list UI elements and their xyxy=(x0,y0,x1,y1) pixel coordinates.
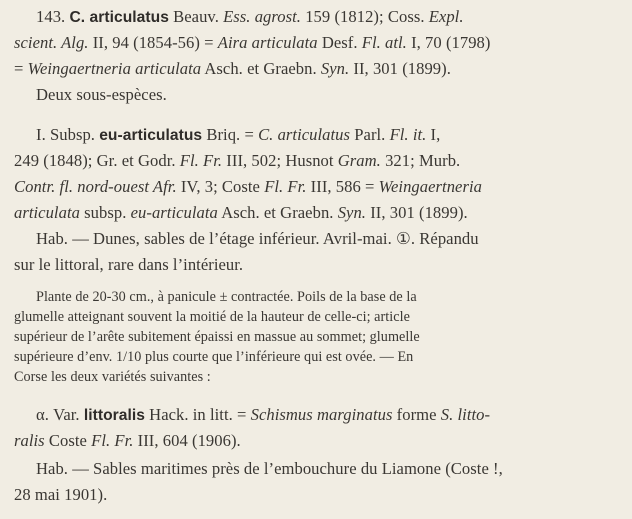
reference-text: III, 502; Husnot xyxy=(222,151,338,170)
reference-title: Fl. it. xyxy=(389,125,427,144)
synonym-name: Schismus marginatus xyxy=(250,405,393,424)
reference-text: II, 301 (1899). xyxy=(349,59,451,78)
synonym-name: Weingaertneria xyxy=(378,177,482,196)
entry-line-1 xyxy=(36,6,464,29)
reference-title: Fl. Fr. xyxy=(91,431,134,450)
synonym-name: S. litto- xyxy=(440,405,491,424)
variety-line-2 xyxy=(14,430,241,452)
reference-text: Parl. xyxy=(350,125,390,144)
variety-habitat-line-2: 28 mai 1901). xyxy=(14,485,108,504)
reference-text: 159 (1812); Coss. xyxy=(301,7,429,26)
entry-line-4: Deux sous-espèces. xyxy=(36,85,167,104)
entry-number: 143. xyxy=(36,7,70,26)
subspecies-name: eu-articulatus xyxy=(99,127,203,144)
habitat-line-1: Hab. — Dunes, sables de l’étage inférieur. Avril-mai. ①. Répandu xyxy=(36,229,479,248)
variety-line-1 xyxy=(36,404,490,427)
reference-text: I, xyxy=(426,125,441,144)
habitat-line-2: sur le littoral, rare dans l’intérieur. xyxy=(14,255,244,274)
synonym-name: ralis xyxy=(14,431,45,450)
species-author: Beauv. xyxy=(168,7,224,26)
entry-line-2 xyxy=(14,32,490,54)
reference-text: I, 70 (1798) xyxy=(406,33,491,52)
reference-text: subsp. xyxy=(79,203,131,222)
description-line-1: Plante de 20-30 cm., à panicule ± contractée. Poils de la base de la xyxy=(36,289,417,305)
reference-title: Fl. Fr. xyxy=(179,151,223,170)
reference-text: II, 94 (1854-56) = xyxy=(88,33,218,52)
reference-text: Asch. et Graebn. xyxy=(201,59,321,78)
description-line-5: Corse les deux variétés suivantes : xyxy=(14,369,211,385)
reference-text: Coste xyxy=(44,431,92,450)
reference-text: Hack. in litt. = xyxy=(144,405,251,424)
species-name: C. articulatus xyxy=(69,9,169,26)
subsp-line-2 xyxy=(14,150,460,172)
subsp-line-3 xyxy=(14,176,482,198)
reference-text: Briq. = xyxy=(202,125,259,144)
subsp-label: I. Subsp. xyxy=(36,125,100,144)
reference-text: 249 (1848); Gr. et Godr. xyxy=(14,151,180,170)
synonym-name: eu-articulata xyxy=(130,203,218,222)
variety-name: littoralis xyxy=(83,407,145,424)
reference-title: Syn. xyxy=(337,203,367,222)
reference-text: Asch. et Graebn. xyxy=(217,203,338,222)
reference-text: III, 586 = xyxy=(306,177,379,196)
reference-title: Syn. xyxy=(320,59,350,78)
reference-title: Expl. xyxy=(428,7,464,26)
variety-habitat-line-1: Hab. — Sables maritimes près de l’embouchure du Liamone (Coste !, xyxy=(36,459,503,478)
synonym-name: articulata xyxy=(14,203,80,222)
reference-text: IV, 3; Coste xyxy=(176,177,265,196)
reference-text: 321; Murb. xyxy=(380,151,461,170)
variety-label: α. Var. xyxy=(36,405,84,424)
reference-text: forme xyxy=(392,405,441,424)
description-line-4: supérieure d’env. 1/10 plus courte que l’inférieure qui est ovée. — En xyxy=(14,349,414,365)
reference-text: III, 604 (1906). xyxy=(133,431,241,450)
entry-line-3 xyxy=(14,58,451,80)
synonym-name: C. articulatus xyxy=(258,125,351,144)
description-line-3: supérieur de l’arête subitement épaissi en massue au sommet; glumelle xyxy=(14,329,420,345)
reference-title: Fl. Fr. xyxy=(264,177,307,196)
reference-text: = xyxy=(14,59,28,78)
synonym-name: Aira articulata xyxy=(217,33,318,52)
reference-title: Fl. atl. xyxy=(361,33,407,52)
reference-title: scient. Alg. xyxy=(14,33,89,52)
synonym-name: Weingaertneria articulata xyxy=(27,59,202,78)
subsp-line-1 xyxy=(36,124,440,147)
description-line-2: glumelle atteignant souvent la moitié de la hauteur de celle-ci; article xyxy=(14,309,410,325)
reference-text: II, 301 (1899). xyxy=(366,203,468,222)
reference-text: Desf. xyxy=(317,33,362,52)
subsp-line-4 xyxy=(14,202,468,224)
reference-title: Ess. agrost. xyxy=(223,7,302,26)
reference-title: Contr. fl. nord-ouest Afr. xyxy=(14,177,177,196)
reference-title: Gram. xyxy=(337,151,381,170)
